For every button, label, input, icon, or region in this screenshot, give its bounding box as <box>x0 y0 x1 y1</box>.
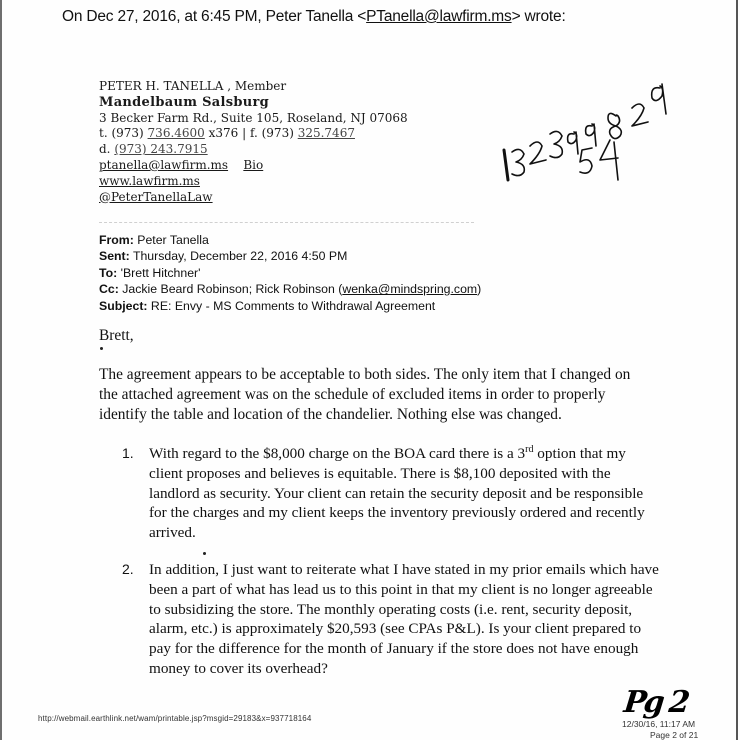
handwritten-note <box>498 72 688 182</box>
sent-value: Thursday, December 22, 2016 4:50 PM <box>129 249 348 264</box>
header-subject <box>99 298 481 314</box>
website-link[interactable]: www.lawfirm.ms <box>99 173 200 188</box>
handwritten-note-text: 1323998829 54 <box>498 72 505 73</box>
cc-close: ) <box>477 282 482 297</box>
footer-date: 12/30/16, 11:17 AM <box>622 719 696 729</box>
header-cc <box>99 281 481 297</box>
greeting: Brett, <box>99 327 134 344</box>
signature-name: PETER H. TANELLA , Member <box>99 79 287 93</box>
to-value: 'Brett Hitchner' <box>117 265 201 280</box>
stray-mark <box>100 347 103 350</box>
to-label: To: <box>99 265 118 280</box>
list-item-text: In addition, I just want to reiterate what I have stated in my prior emails which have been a part of what has lead us to this point in that my client is no longer agreeable to subsidizing the store. The monthly operating costs (i.e. rent, security deposit, alarm, etc.) is approximately $20,593 (see CPAs P&L). Is your client prepared to pay for the difference for the month of January if the store does not have enough money to cover its overhead? <box>149 561 659 677</box>
from-value: Peter Tanella <box>133 233 209 247</box>
signature-email-row <box>99 158 408 174</box>
phone-link[interactable]: 736.4600 <box>147 126 205 141</box>
superscript: rd <box>525 443 534 455</box>
email-signature <box>99 79 408 205</box>
cc-value: Jackie Beard Robinson; Rick Robinson ( <box>118 282 343 297</box>
header-from <box>99 232 481 248</box>
sent-label: Sent: <box>99 249 130 264</box>
subject-label: Subject: <box>99 298 148 313</box>
quote-header <box>62 8 566 26</box>
stray-mark <box>203 552 206 555</box>
signature-address: 3 Becker Farm Rd., Suite 105, Roseland, NJ 07068 <box>99 110 408 125</box>
body-paragraph: The agreement appears to be acceptable to both sides. The only item that I changed on the attached agreement was on the schedule of excluded items in order to properly identify the table and location of the chandelier. Nothing else was changed. <box>99 366 631 423</box>
footer-page-number: Page 2 of 21 <box>650 730 699 740</box>
bio-link[interactable]: Bio <box>243 157 264 172</box>
list-item-text-b: option that my client proposes and believes is equitable. There is $8,100 deposited with the landlord as security. Your client can retain the security deposit and be responsible for the charges and my client keeps the inventory previously ordered and recently arrived. <box>149 445 645 542</box>
fax-link[interactable]: 325.7467 <box>297 126 355 141</box>
list-item-text <box>149 444 662 543</box>
list-item-text-a: With regard to the $8,000 charge on the BOA card there is a 3 <box>149 445 526 462</box>
footer-url: http://webmail.earthlink.net/wam/printable.jsp?msgid=29183&x=937718164 <box>38 714 312 723</box>
cc-label: Cc: <box>99 282 119 297</box>
list-item-2 <box>122 560 662 679</box>
signature-email-link[interactable]: ptanella@lawfirm.ms <box>99 157 229 172</box>
signature-separator <box>99 222 474 223</box>
direct-phone-link[interactable]: (973) 243.7915 <box>114 142 208 157</box>
phone-ext: x376 | f. (973) <box>204 126 298 141</box>
signature-firm: Mandelbaum Salsburg <box>99 94 270 110</box>
direct-prefix: d. <box>99 142 115 157</box>
quote-header-suffix: > wrote: <box>511 8 566 25</box>
header-sent <box>99 248 481 264</box>
list-number: 2. <box>122 561 134 577</box>
signature-phones <box>99 126 408 142</box>
subject-value: RE: Envy - MS Comments to Withdrawal Agreement <box>147 298 436 313</box>
handwritten-page-mark: Pg 2 <box>622 685 689 720</box>
list-number: 1. <box>122 445 134 461</box>
email-headers <box>99 232 481 314</box>
header-to <box>99 265 481 281</box>
phone-prefix: t. (973) <box>99 126 148 141</box>
cc-email-link[interactable]: wenka@mindspring.com <box>342 282 478 297</box>
from-label: From: <box>99 233 134 247</box>
sender-email-link[interactable]: PTanella@lawfirm.ms <box>366 8 512 25</box>
list-item-1 <box>122 444 662 543</box>
twitter-link[interactable]: @PeterTanellaLaw <box>99 189 213 204</box>
quote-header-prefix: On Dec 27, 2016, at 6:45 PM, Peter Tanella < <box>62 8 367 25</box>
signature-direct <box>99 142 408 158</box>
